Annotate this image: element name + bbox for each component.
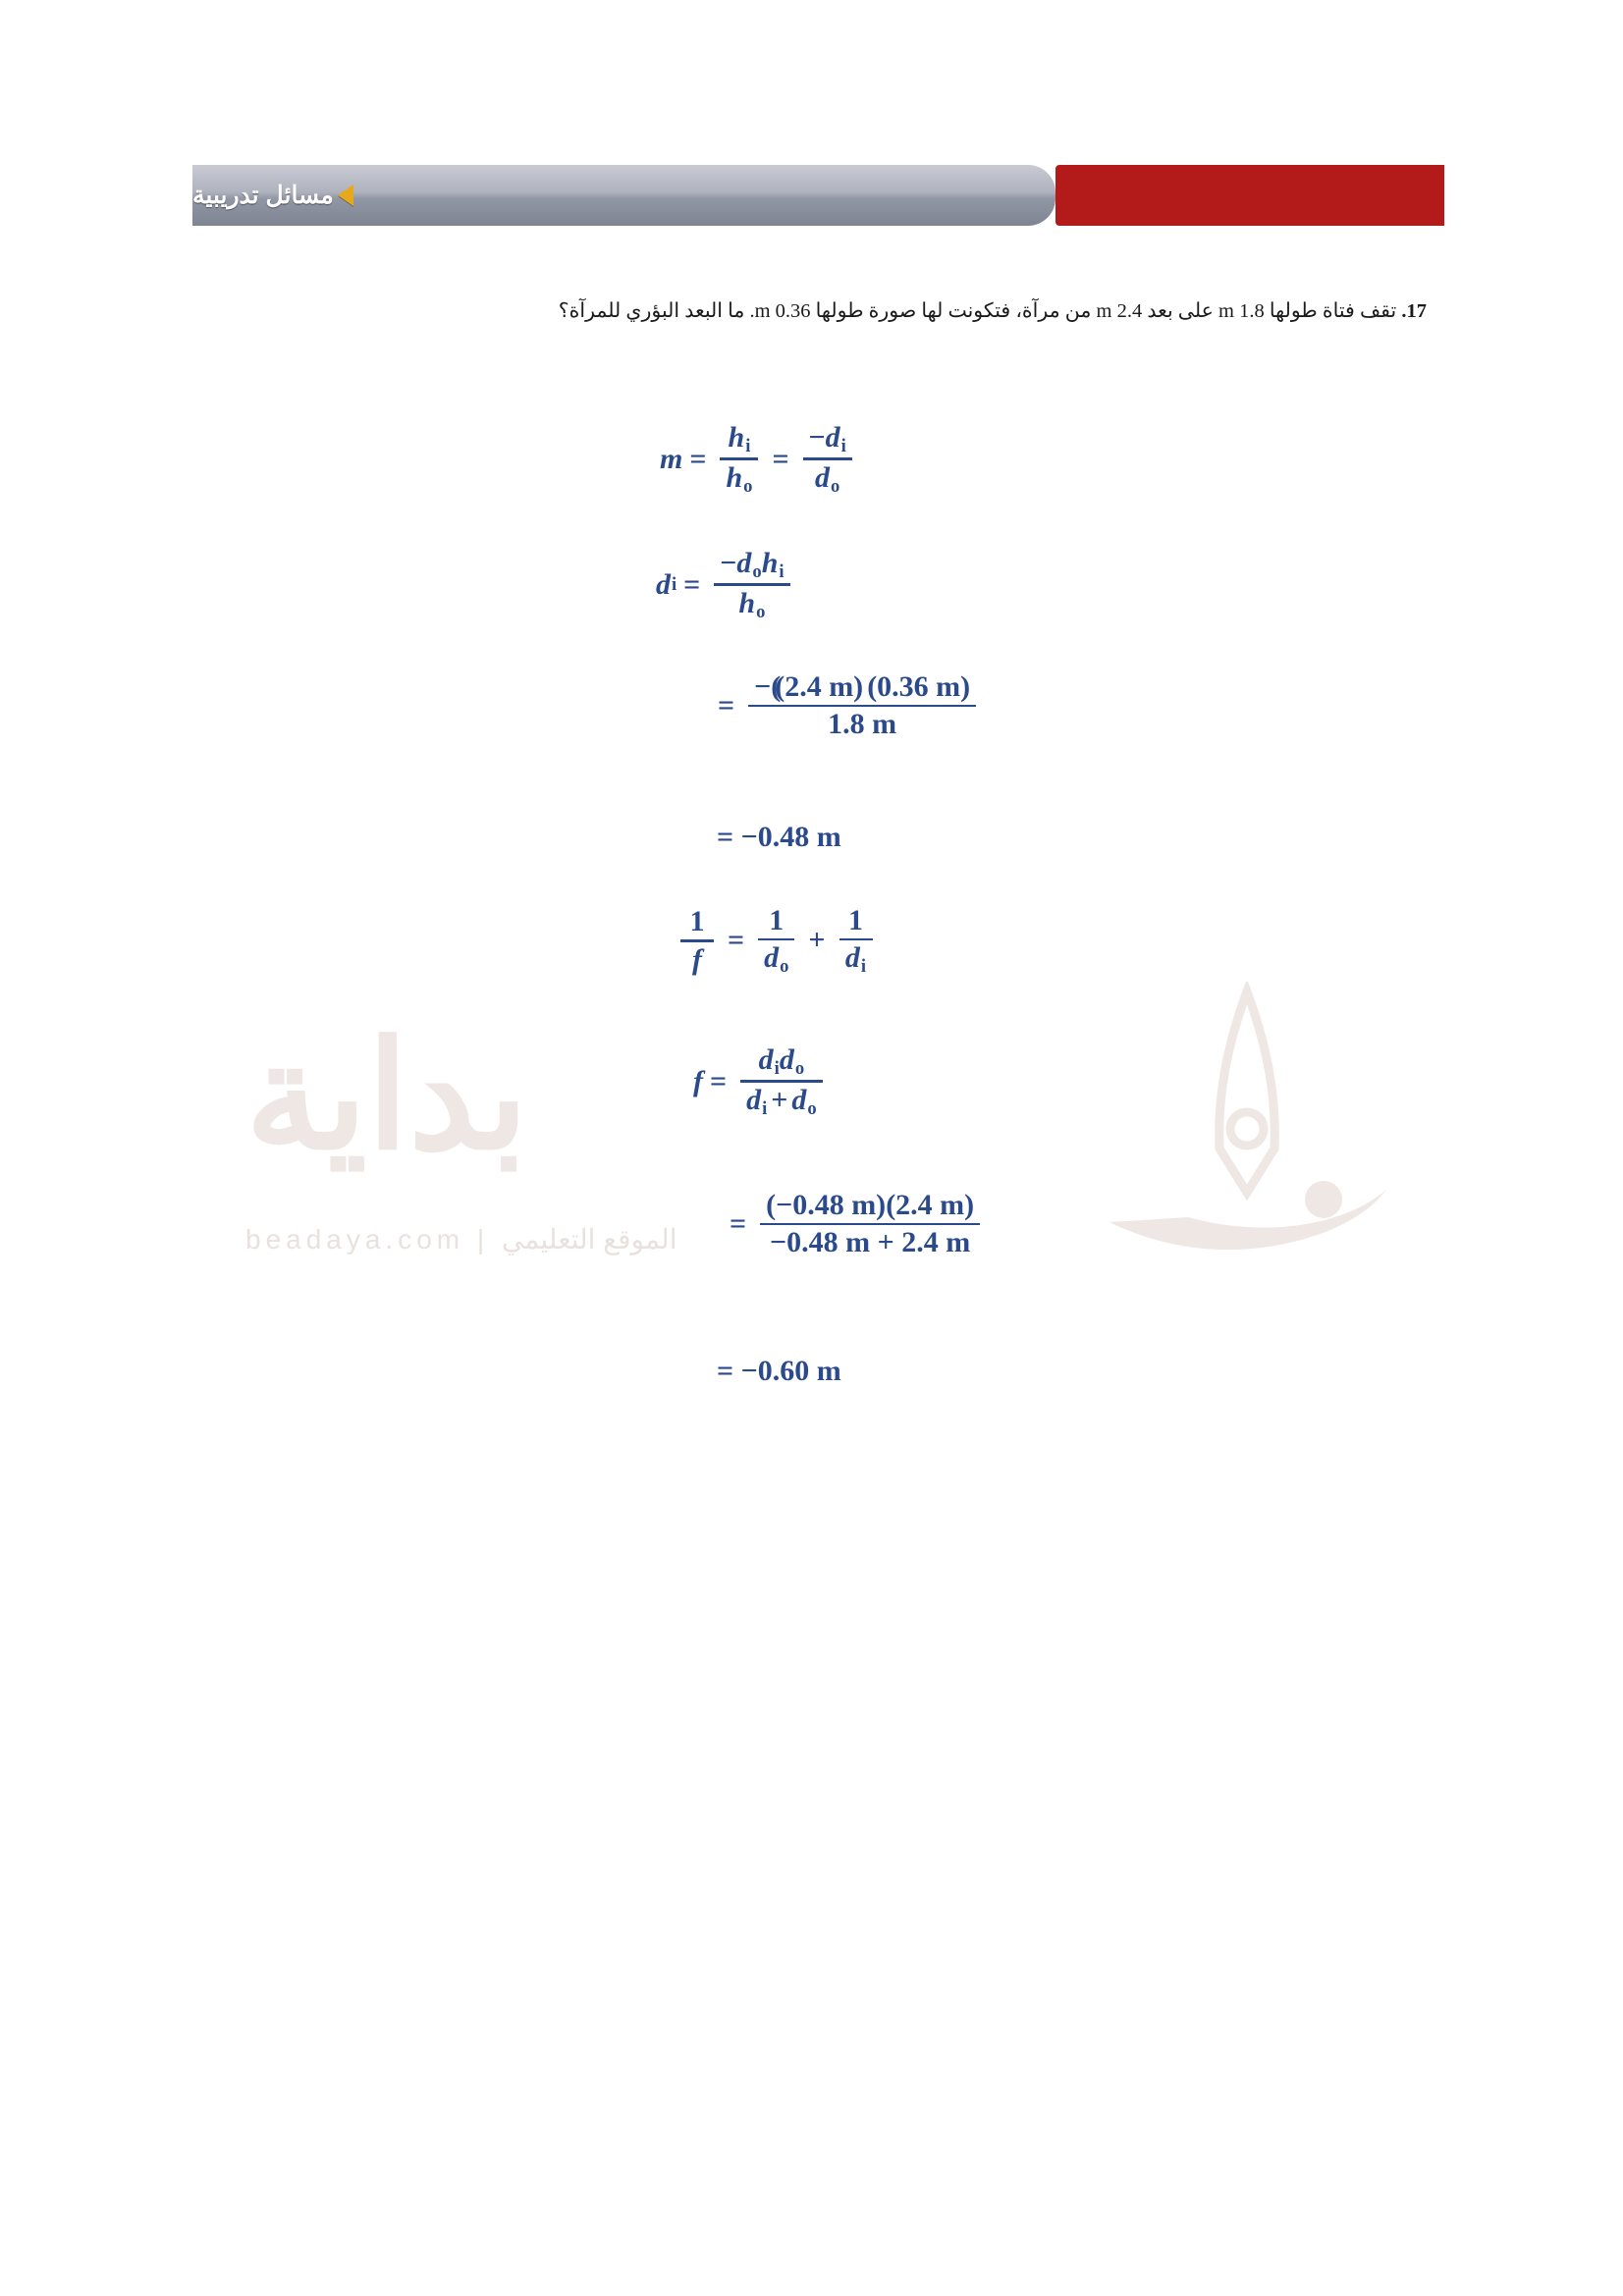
eq3-equals: = [718,688,735,721]
eq5-d-1: d [764,941,780,975]
equation-5 [674,903,880,979]
eq5-sub-i: i [860,955,867,977]
question-text [189,296,1427,327]
eq7-equals: = [730,1206,747,1240]
eq2-d: d [656,567,671,601]
eq1-d-den: d [815,460,831,494]
eq2-equals: = [683,567,701,601]
header-red-block [1055,165,1444,226]
eq5-fraction-di [839,903,873,979]
eq8-result: = −0.60 m [717,1355,841,1387]
watermark-arabic: بداية [245,1015,529,1180]
eq5-d-2: d [844,941,860,975]
eq1-h-num: h [728,421,745,454]
eq3-val-18: 1.8 m [828,708,897,741]
eq6-equals: = [710,1064,728,1097]
eq5-fraction-do [758,903,794,979]
header-grey-block [192,165,1055,226]
question-number: 17. [1401,300,1427,322]
eq3-neg-open: −( [754,670,782,703]
eq1-d-num: d [825,421,840,454]
eq5-equals: = [728,924,745,957]
eq6-d-3: d [746,1083,762,1116]
eq2-sub-i2: i [779,561,784,582]
eq1-sub-i2: i [840,435,846,456]
eq1-minus: − [808,421,826,454]
eq3-val-036: (0.36 m) [867,670,971,703]
watermark-latin: beadaya.com | الموقع التعليمي [245,1224,677,1255]
eq2-d-num: d [736,547,752,579]
eq5-one-3: 1 [848,904,864,936]
eq1-h-den: h [726,460,743,494]
eq7-val-048: (−0.48 m) [766,1189,887,1221]
eq1-fraction-h [720,420,758,498]
eq1-fraction-d [803,420,852,498]
eq2-minus: − [720,547,737,579]
eq6-d-1: d [758,1043,774,1076]
page-title: مسائل تدريبية [192,182,334,209]
eq6-sub-i: i [774,1057,780,1079]
eq5-plus: + [808,924,826,957]
equation-1 [660,420,859,498]
eq6-plus: + [771,1083,788,1116]
eq6-f: f [693,1064,703,1097]
equation-4-result [717,821,841,854]
eq1-equals-2: = [772,442,789,475]
eq1-sub-o2: o [831,475,840,497]
eq2-sub-i: i [672,573,677,595]
section-header-banner [192,165,1444,226]
eq2-sub-o: o [752,561,762,582]
eq6-d-2: d [779,1043,794,1076]
question-body: تقف فتاة طولها 1.8 m على بعد 2.4 m من مرآة، فتكونت لها صورة طولها 0.36 m. ما البعد البؤري للمرآة؟ [558,300,1397,322]
eq5-f: f [692,942,702,976]
triangle-left-icon [338,185,353,206]
eq7-val-24: (2.4 m) [886,1189,975,1221]
eq6-fraction [740,1042,823,1120]
equation-7 [723,1188,987,1260]
eq2-h-den: h [738,586,756,619]
eq3-val-24: (2.4 m) [775,670,864,703]
eq2-h-num: h [761,547,779,579]
eq6-sub-o2: o [807,1097,817,1119]
eq7-denominator: −0.48 m + 2.4 m [770,1226,971,1259]
eq5-fraction-f [680,904,714,977]
pen-nib-icon [1100,982,1394,1276]
eq2-sub-o2: o [756,601,766,622]
eq5-sub-o: o [780,955,789,977]
eq6-d-4: d [791,1083,807,1116]
eq1-sub-o: o [743,475,753,497]
eq5-one-1: 1 [689,905,705,938]
eq5-one-2: 1 [769,904,784,936]
equation-3 [711,669,983,742]
eq1-equals-1: = [689,442,707,475]
eq7-fraction [760,1188,980,1260]
eq6-sub-o: o [794,1057,805,1079]
eq1-m: m [660,442,683,475]
equation-8-result [717,1355,841,1388]
equation-6 [693,1042,830,1120]
equation-2 [656,546,797,623]
eq3-fraction [748,669,976,742]
eq1-sub-i: i [745,435,751,456]
eq4-result: = −0.48 m [717,821,841,853]
eq2-fraction [714,546,789,623]
eq6-sub-i2: i [762,1097,768,1119]
